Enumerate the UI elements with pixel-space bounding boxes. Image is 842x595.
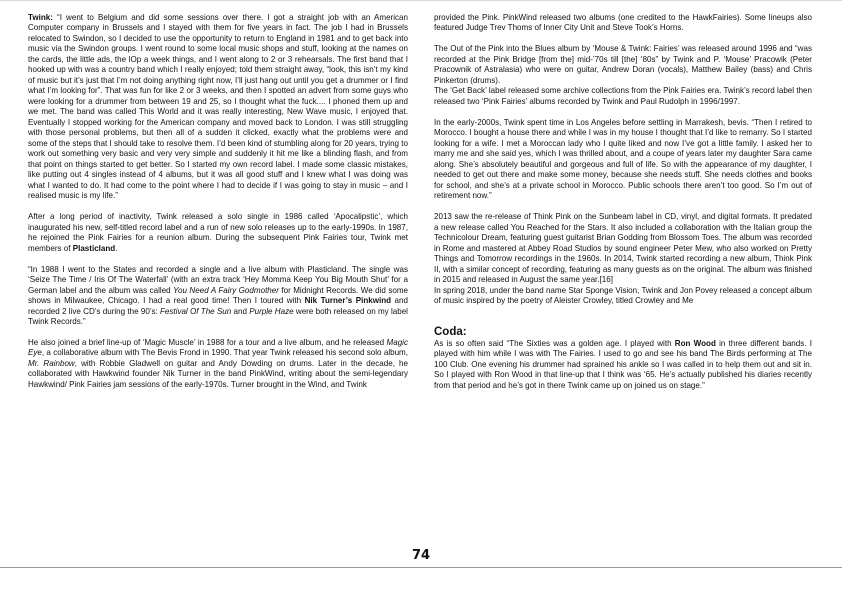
right-column <box>434 13 812 402</box>
album-title: Magic Eye <box>28 337 408 358</box>
paragraph-text: , with Robbie Gladwell on guitar and Andy Dowding on drums. Later in the decade, he collaborated with Hawkwind founder Nik Turner in the band PinkWind, writing about the semi-legendary Hawkwind/ Pink Fairies jam sessions of the early-1970s. Turner brought in the Wind, and Twink <box>28 358 408 389</box>
paragraph-text: and <box>231 306 250 316</box>
page-number: 74 <box>411 548 431 563</box>
paragraph-text: were both released on my label Twink Records.” <box>28 306 408 327</box>
left-column <box>28 13 408 401</box>
band-name-pinkwind: Nik Turner’s Pinkwind <box>304 296 392 306</box>
paragraph-morocco: In the early-2000s, Twink spent time in Los Angeles before settling in Marrakesh, bevis. “Then I retired to Morocco. I bought a house there and while I was in my house I thought that I’d like to remarry. So I started looking for a wife. I met a Moroccan lady who I quite liked and now I’ve got a little family. I asked her to marry me and she said yes, which I was thrilled about, and a coupe of years later my daughter Sara came along. She’s absolutely beautiful and gorgeous and full of life. So with the appearance of my daughter, I needed to get out there and make some money, because she needs stuff. She needs clothes and books for school, and she’s at a private school in Morocco. Public schools there aren’t too good. So I’m out of retirement now.” <box>434 117 812 201</box>
album-title: Festival Of The Sun <box>160 306 232 316</box>
paragraph-text: “In 1988 I went to the States and recorded a single and a live album with Plasticland. The single was ‘Seize The Time / Iris Of The Waterfall’ (with an extra track ‘Hey Momma Keep You Big Mouth Shut’ for a German label and the album was called <box>28 264 408 295</box>
speaker-label: Twink: <box>28 13 53 22</box>
paragraph-text: “I went to Belgium and did some sessions over there. I got a straight job with an American Computer company in Brussels and I stayed with them for five years in fact. The job I had in Brussels relocated to Swindon, so I decided to use the opportunity to return to England in 1981 and to get back into music via the Swindon groups. I went round to some local music shops and stuff, looking at the names on the cards, the little ads, the lOp a week things, and I went along to 2 or 3 rehearsals. The first band that I hooked up with was a country band which I really enjoyed; told them straight away, “look, this isn’t my kind of music but it’s just that I’m not doing anything right now, I’ll just hang out until you get a drummer or I find what I’m looking for”. That was fun for like 2 or 3 weeks, and then I spotted an advert from some guys who were looking for a drummer from between 19 and 25, so I thought what the fuck.... I phoned them up and we met. The band was called This World and it was really interesting, New Wave music, I enjoyed that. Eventually I stopped working for the American company and moved back to London. I was still struggling with those personal problems, but then all of a sudden it clicked, exactly what the problems were and some of the steps that I should take to resolve them. I’d been kind of stumbling along for 20 years, trying to work out something very basic and very very simple and suddenly it hit me like a blinding flash, and from that point on things started to get better. So I started my own record label. I made some classic mistakes, like putting out 4 singles instead of 4 albums, but it was all good stuff and I knew what I was doing was what I wanted to do. It had come to the point where I had to decide if I was going to stay in music – and I realised music is my life.” <box>28 13 408 201</box>
paragraph-think-pink: 2013 saw the re-release of Think Pink on the Sunbeam label in CD, vinyl, and digital formats. It predated a new release called You Reached for the Stars. It also included a collaboration with the Italian group the Technicolour Dream, featuring guest guitarist Brian Godding from Blossom Toes. The album was recorded in Rome and mastered at Abbey Road Studios by sound engineer Peter Mew, who also worked on Pretty Things and Tomorrow recordings in the 1960s. In 2014, Twink started recording a new album, Think Pink II, with a similar concept of recording, featuring as many guests as on the original. The album was finished in 2015 and released in August the same year.[16] <box>434 212 812 285</box>
paragraph-text: for Midnight Records. We did some shows in Milwaukee, Chicago. I had a real good time! Then I toured with <box>28 285 408 306</box>
album-title: You Need A Fairy Godmother <box>173 285 279 295</box>
paragraph-text: As is so often said “The Sixties was a golden age. I played with <box>434 338 675 348</box>
spacer <box>434 317 812 326</box>
paragraph-text: in three different bands. I played with him while I was with The Fairies. I used to go and see his band The Birds performing at The 100 Club. One evening his drummer had sprained his ankle so I was called in to help them out and sit in. So I played with Ron Wood in that line-up that I think was ‘65. He’s actually published his diaries recently from that period and he’s got in there Twink came up on joined us on stage.” <box>434 338 812 390</box>
paragraph-magic-muscle <box>28 338 408 390</box>
top-edge-rule <box>0 0 842 1</box>
paragraph-star-sponge-vision: In spring 2018, under the band name Star Sponge Vision, Twink and Jon Povey released a concept album of music inspired by the poetry of Aleister Crowley, titled Crowley and Me <box>434 285 812 306</box>
quote-paragraph-plasticland <box>28 265 408 328</box>
person-name-ron-wood: Ron Wood <box>674 338 716 348</box>
paragraph-apocalipstic <box>28 212 408 254</box>
paragraph-text: , a collaborative album with The Bevis Frond in 1990. That year Twink released his second solo album, <box>41 348 408 358</box>
band-name-plasticland: Plasticland <box>72 243 116 253</box>
album-title: Purple Haze <box>249 306 294 316</box>
paragraph-text: After a long period of inactivity, Twink released a solo single in 1986 called ‘Apocalipstic’, which inaugurated his new, self-titled record label and a run of new solo releases up to the early-1990s. In 1987, he rejoined the Pink Fairies for a reunion album. During the subsequent Pink Fairies tour, Twink met members of <box>28 212 408 253</box>
paragraph-pinkwind-albums: provided the Pink. PinkWind released two albums (one credited to the HawkFairies). Some lineups also featured Judge Trev Thoms of Inner City Unit and Steve Took’s Horns. <box>434 13 812 33</box>
album-title: Mr. Rainbow <box>28 358 75 368</box>
paragraph-text: . <box>115 243 118 253</box>
paragraph-text: and recorded 2 live CD’s during the 90’s: <box>28 296 408 316</box>
paragraph-get-back-label: The ‘Get Back’ label released some archive collections from the Pink Fairies era. Twink’s record label then released two ‘Pink Fairies’ albums recorded by Twink and Paul Rudolph in 1996/1997. <box>434 86 812 106</box>
coda-heading: Coda: <box>434 325 467 338</box>
paragraph-out-of-the-pink: The Out of the Pink into the Blues album by ‘Mouse & Twink: Fairies’ was released around 1996 and “was recorded at the Pink Bridge [from the] mid-’70s till [the] ‘80s” by Twink and P. ‘Mouse’ Pracowik (Peter Pracownik of Astralasia) who were on guitar, Andrew Doran (vocals), Matthew Bailey (bass) and Chris Pinkerton (drums). <box>434 44 812 85</box>
interview-paragraph-belgium <box>28 13 408 202</box>
paragraph-text: He also joined a brief line-up of ‘Magic Muscle’ in 1988 for a tour and a live album, and he released <box>28 337 387 347</box>
bottom-rule <box>0 567 842 568</box>
coda-paragraph <box>434 339 812 391</box>
